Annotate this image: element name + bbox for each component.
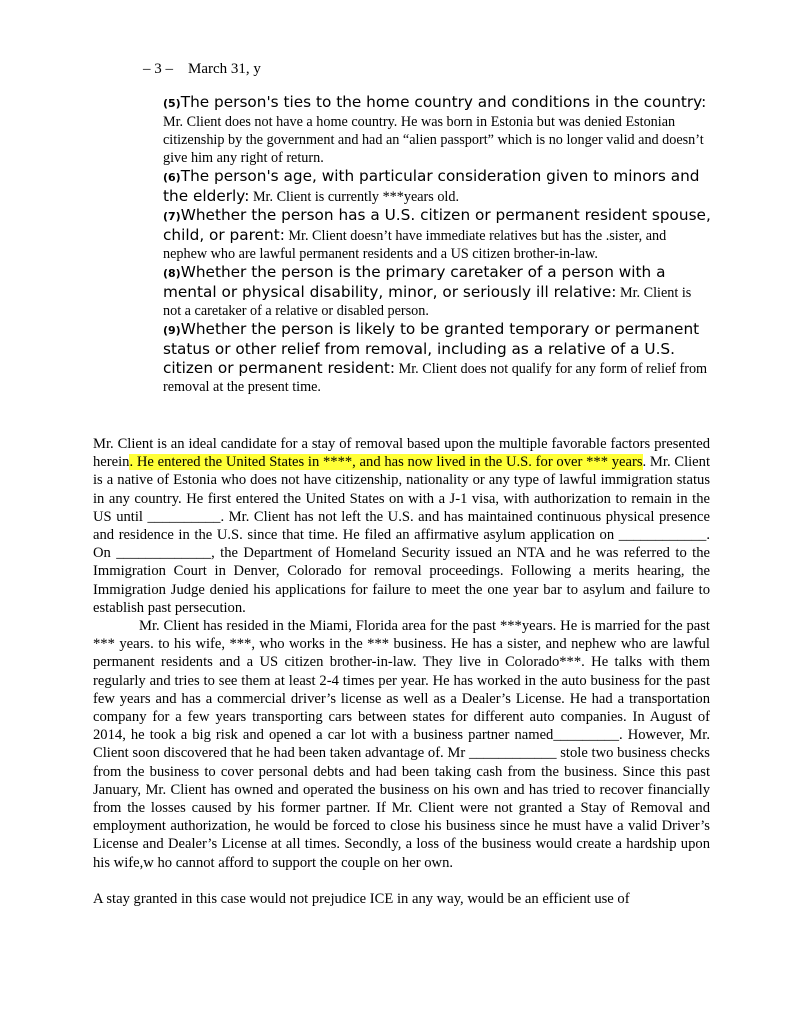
header-date: March 31, y bbox=[188, 61, 261, 77]
factor-heading: The person's age, with particular consideration given to minors and the elderly: bbox=[163, 167, 700, 205]
factor-heading: Whether the person has a U.S. citizen or permanent resident spouse, child, or parent: bbox=[163, 206, 711, 244]
factor-item bbox=[163, 320, 711, 396]
factor-number: (8) bbox=[163, 267, 181, 280]
factor-text: Mr. Client is not a caretaker of a relative or disabled person. bbox=[163, 285, 692, 319]
page-header bbox=[143, 61, 261, 78]
factor-heading: The person's ties to the home country and conditions in the country: bbox=[180, 93, 707, 111]
body-text bbox=[93, 435, 710, 908]
intro-text-rest: . Mr. Client is a native of Estonia who does not have citizenship, nationality or any type of lawful immigration status in any country. He first entered the United States on with a J-1 visa, with authorization to remain in the US until __________. Mr. Client has not left the U.S. and has maintained continuous physical presence and residence in the U.S. since that time. He filed an affirmative asylum application on ____________. On _____________, the Department of Homeland Security issued an NTA and he was referred to the Immigration Court in Denver, Colorado for removal proceedings. Following a merits hearing, the Immigration Judge denied his applications for failure to meet the one year bar to asylum and failure to establish past persecution. bbox=[93, 454, 711, 616]
body-paragraph-stay: A stay granted in this case would not prejudice ICE in any way, would be an efficient use of bbox=[93, 890, 630, 907]
highlighted-text: . He entered the United States in ****, and has now lived in the U.S. for over *** years bbox=[129, 454, 643, 471]
body-paragraph-residence: Mr. Client has resided in the Miami, Florida area for the past ***years. He is married for the past *** years. to his wife, ***, who works in the *** business. He has a sister, and nephew who are lawful permanent residents and a US citizen brother-in-law. They live in Colorado***. He talks with them regularly and tries to see them at least 2-4 times per year. He has worked in the auto business for the past few years and has a commercial driver’s license as well as a Dealer’s License. He had a transportation company for a few years transporting cars between states for different auto companies. In August of 2014, he took a big risk and opened a car lot with a business partner named_________. However, Mr. Client soon discovered that he had been taken advantage of. Mr ____________ stole two business checks from the business to cover personal debts and had been taking cash from the business. Since this past January, Mr. Client has owned and operated the business on his own and has tried to recover financially from the losses caused by his former partner. If Mr. Client were not granted a Stay of Removal and employment authorization, he would be forced to close his business since he must have a valid Driver’s License and Dealer’s License at all times. Secondly, a loss of the business would create a hardship upon his wife,w ho cannot afford to support the couple on her own. bbox=[93, 618, 710, 871]
intro-text-start: Mr. Client is an ideal candidate for a stay of removal based upon the multiple favorable factors presented herein bbox=[93, 436, 710, 471]
factor-item bbox=[163, 206, 711, 263]
factor-text: Mr. Client is currently ***years old. bbox=[249, 189, 460, 205]
factor-number: (7) bbox=[163, 210, 181, 223]
factor-heading: Whether the person is likely to be granted temporary or permanent status or other relief from removal, including as a relative of a U.S. citizen or permanent resident: bbox=[163, 320, 700, 377]
factor-item bbox=[163, 93, 711, 167]
factor-number: (5) bbox=[163, 97, 181, 110]
factor-text: Mr. Client does not have a home country. He was born in Estonia but was denied Estonian citizenship by the government and had an “alien passport” which is no longer valid and doesn’t give him any right of return. bbox=[163, 114, 704, 166]
factor-text: Mr. Client does not qualify for any form of relief from removal at the present time. bbox=[163, 361, 708, 395]
factor-text: Mr. Client doesn’t have immediate relatives but has the .sister, and nephew who are lawful permanent residents and a US citizen brother-in-law. bbox=[163, 228, 667, 262]
factor-item bbox=[163, 167, 711, 206]
factor-list bbox=[163, 93, 711, 396]
factor-number: (6) bbox=[163, 171, 181, 184]
body-paragraph-intro bbox=[93, 435, 710, 617]
factor-heading: Whether the person is the primary caretaker of a person with a mental or physical disability, minor, or seriously ill relative: bbox=[163, 263, 666, 301]
page-number: – 3 – bbox=[143, 61, 173, 77]
factor-number: (9) bbox=[163, 324, 181, 337]
factor-item bbox=[163, 263, 711, 320]
